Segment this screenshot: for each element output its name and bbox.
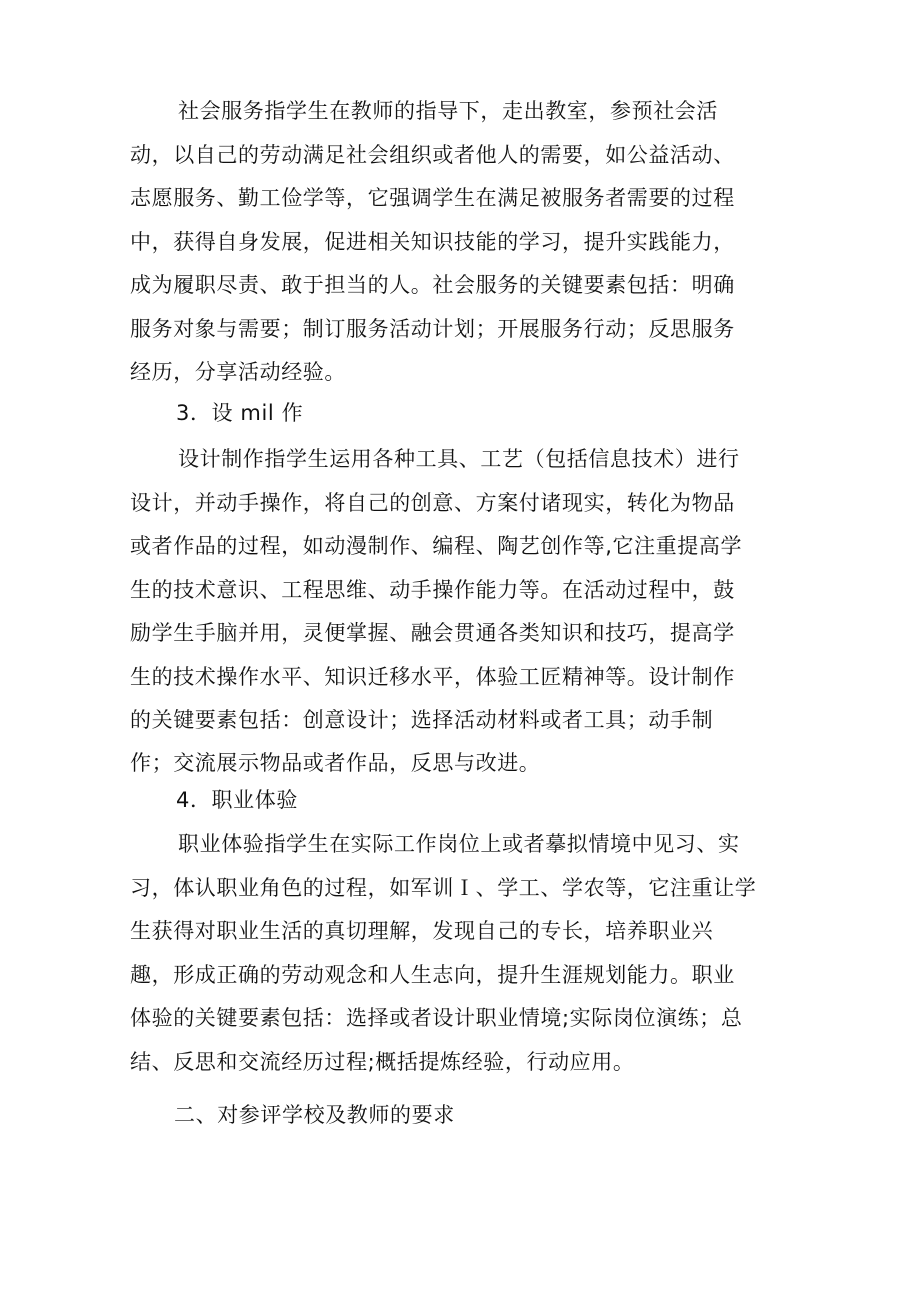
paragraph-line: 作；交流展示物品或者作品，反思与改进。 xyxy=(130,751,541,775)
paragraph-line: 体验的关键要素包括：选择或者设计职业情境;实际岗位演练；总 xyxy=(130,1006,743,1030)
paragraph-line: 设计，并动手操作，将自己的创意、方案付诸现实，转化为物品 xyxy=(130,491,735,515)
paragraph-line: 中，获得自身发展，促进相关知识技能的学习，提升实践能力， xyxy=(130,230,735,254)
paragraph-line: 志愿服务、勤工俭学等，它强调学生在满足被服务者需要的过程 xyxy=(130,186,735,210)
section-heading: 3．设 mil 作 xyxy=(176,401,304,425)
paragraph-line: 生获得对职业生活的真切理解，发现自己的专长，培养职业兴 xyxy=(130,919,714,943)
section-heading: 二、对参评学校及教师的要求 xyxy=(174,1103,455,1127)
paragraph-line: 生的技术操作水平、知识迁移水平，体验工匠精神等。设计制作 xyxy=(130,665,735,689)
paragraph-line: 成为履职尽责、敢于担当的人。社会服务的关键要素包括：明确 xyxy=(130,273,735,297)
paragraph-line: 趣，形成正确的劳动观念和人生志向，提升生涯规划能力。职业 xyxy=(130,963,735,987)
paragraph-line: 结、反思和交流经历过程;概括提炼经验，行动应用。 xyxy=(130,1050,635,1074)
paragraph-line: 职业体验指学生在实际工作岗位上或者摹拟情境中见习、实 xyxy=(178,832,740,856)
paragraph-line: 动，以自己的劳动满足社会组织或者他人的需要，如公益活动、 xyxy=(130,143,735,167)
paragraph-line: 设计制作指学生运用各种工具、工艺（包括信息技术）进行 xyxy=(178,447,740,471)
paragraph-line: 励学生手脑并用，灵便掌握、融会贯通各类知识和技巧，提高学 xyxy=(130,621,735,645)
paragraph-line: 或者作品的过程，如动漫制作、编程、陶艺创作等,它注重提高学 xyxy=(130,534,743,558)
paragraph-line: 服务对象与需要；制订服务活动计划；开展服务行动；反思服务 xyxy=(130,317,735,341)
paragraph-line: 经历，分享活动经验。 xyxy=(130,360,346,384)
paragraph-line: 生的技术意识、工程思维、动手操作能力等。在活动过程中，鼓 xyxy=(130,578,735,602)
paragraph-line: 习，体认职业角色的过程，如军训Ｉ、学工、学农等，它注重让学 xyxy=(130,876,757,900)
section-heading: 4．职业体验 xyxy=(176,788,298,812)
paragraph-line: 社会服务指学生在教师的指导下，走出教室，参预社会活 xyxy=(178,99,718,123)
paragraph-line: 的关键要素包括：创意设计；选择活动材料或者工具；动手制 xyxy=(130,708,714,732)
